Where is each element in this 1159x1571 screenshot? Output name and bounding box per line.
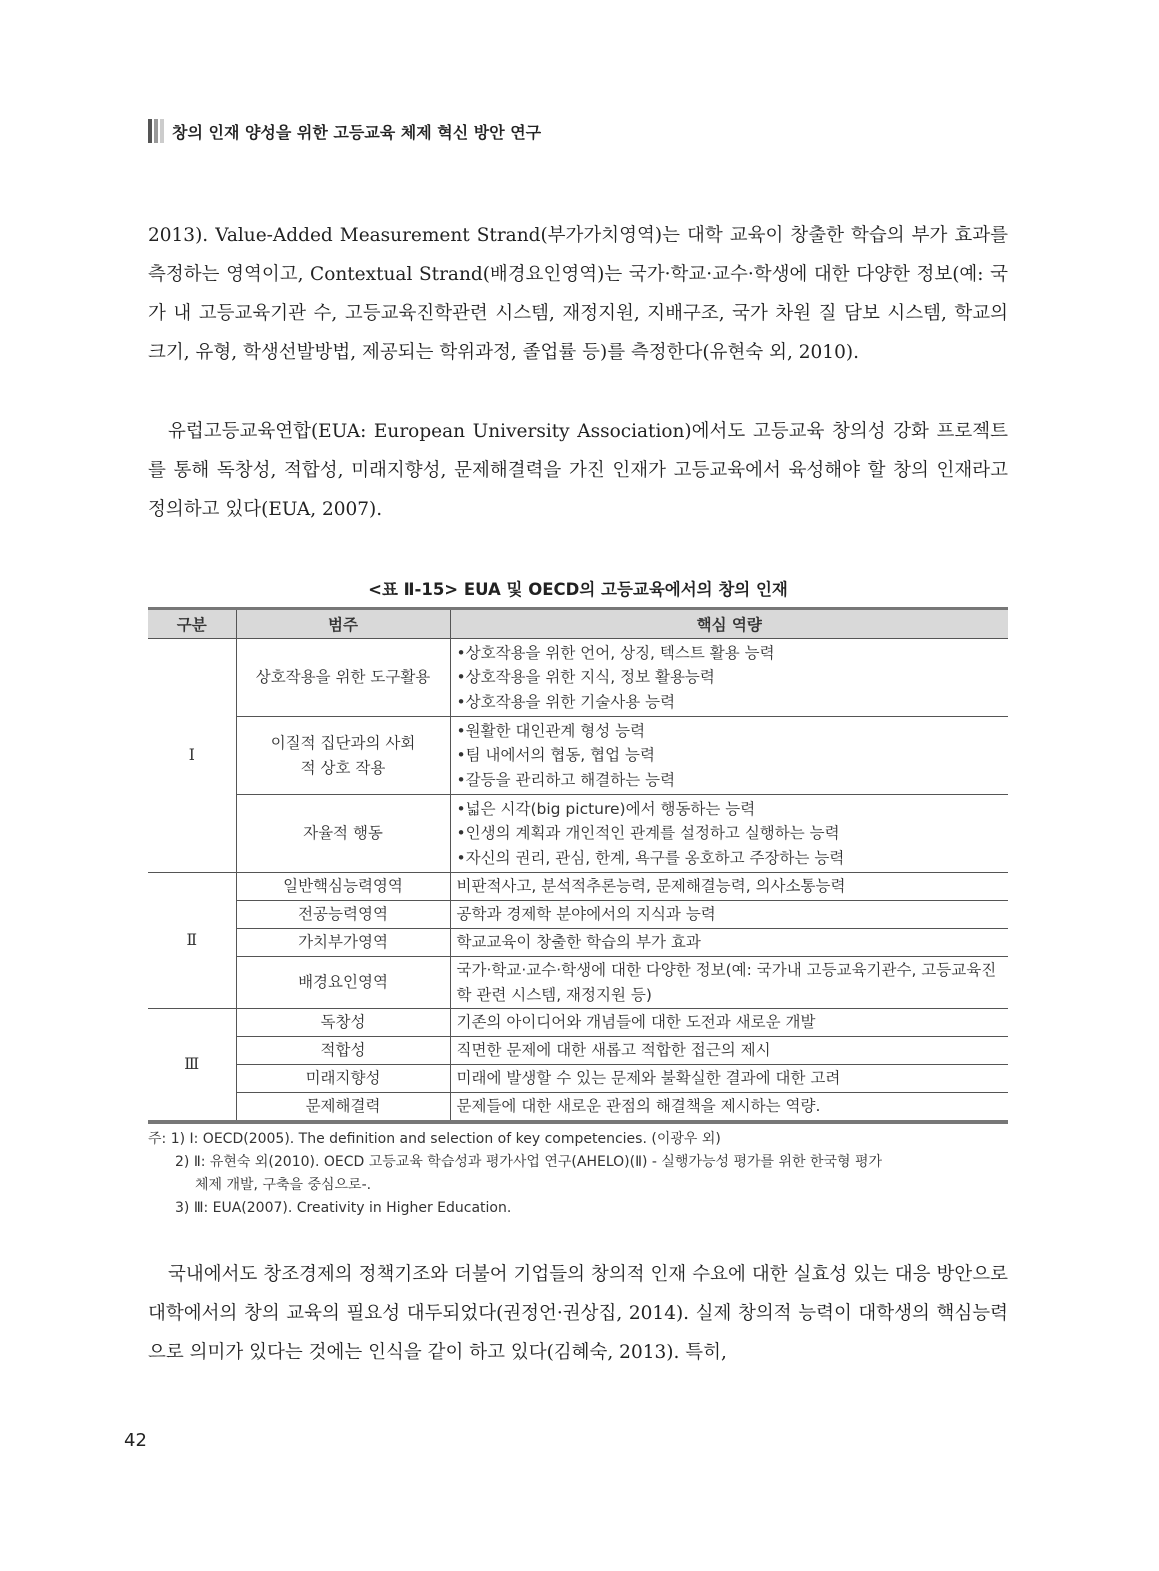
group-cell: Ⅰ bbox=[148, 639, 236, 873]
table-row bbox=[148, 717, 1008, 795]
table-row bbox=[148, 1093, 1008, 1123]
competency-item: 문제들에 대한 새로운 관점의 해결책을 제시하는 역량. bbox=[456, 1097, 821, 1116]
competency-item: •갈등을 관리하고 해결하는 능력 bbox=[456, 770, 676, 789]
table-caption: <표 Ⅱ-15> EUA 및 OECD의 고등교육에서의 창의 인재 bbox=[368, 580, 788, 599]
category-cell: 배경요인영역 bbox=[236, 957, 450, 1009]
category-cell: 독창성 bbox=[236, 1009, 450, 1037]
group-cell: Ⅲ bbox=[148, 1009, 236, 1123]
competency-cell bbox=[450, 639, 1008, 717]
column-header: 핵심 역량 bbox=[450, 609, 1008, 639]
body-paragraph: 2013). Value-Added Measurement Strand(부가가치영역)는 대학 교육이 창출한 학습의 부가 효과를 측정하는 영역이고, Contextual Strand(배경요인영역)는 국가·학교·교수·학생에 대한 다양한 정보(예: 국가 내 고등교육기관 수, 고등교육진학관련 시스템, 재정지원, 지배구조, 국가 차원 질 담보 시스템, 학교의 크기, 유형, 학생선발방법, 제공되는 학위과정, 졸업률 등)를 측정한다(유현숙 외, 2010). bbox=[148, 225, 1008, 363]
competency-item: •자신의 권리, 관심, 한계, 욕구를 옹호하고 주장하는 능력 bbox=[456, 848, 845, 867]
table-row bbox=[148, 639, 1008, 717]
category-cell: 상호작용을 위한 도구활용 bbox=[236, 639, 450, 717]
table-row bbox=[148, 901, 1008, 929]
body-paragraph: 국내에서도 창조경제의 정책기조와 더불어 기업들의 창의적 인재 수요에 대한 실효성 있는 대응 방안으로 대학에서의 창의 교육의 필요성 대두되었다(권정언·권상집, 2014). 실제 창의적 능력이 대학생의 핵심능력으로 의미가 있다는 것에는 인식을 같이 하고 있다(김혜숙, 2013). 특히, bbox=[148, 1264, 1008, 1363]
competency-cell bbox=[450, 717, 1008, 795]
competency-item: 국가·학교·교수·학생에 대한 다양한 정보(예: 국가내 고등교육기관수, 고등교육진학 관련 시스템, 재정지원 등) bbox=[456, 961, 997, 1004]
competency-item: •넓은 시각(big picture)에서 행동하는 능력 bbox=[456, 799, 756, 818]
competency-item: 비판적사고, 분석적추론능력, 문제해결능력, 의사소통능력 bbox=[456, 877, 846, 896]
competency-item: 학교교육이 창출한 학습의 부가 효과 bbox=[456, 933, 701, 952]
competency-cell bbox=[450, 1065, 1008, 1093]
competency-item: •상호작용을 위한 언어, 상징, 텍스트 활용 능력 bbox=[456, 643, 775, 662]
table-row bbox=[148, 929, 1008, 957]
running-header bbox=[148, 118, 541, 144]
competency-item: 직면한 문제에 대한 새롭고 적합한 접근의 제시 bbox=[456, 1041, 771, 1060]
competency-table bbox=[148, 607, 1008, 1124]
competency-item: •인생의 계획과 개인적인 관계를 설정하고 실행하는 능력 bbox=[456, 824, 840, 843]
table-row bbox=[148, 1065, 1008, 1093]
table-row bbox=[148, 873, 1008, 901]
category-cell: 일반핵심능력영역 bbox=[236, 873, 450, 901]
category-cell: 이질적 집단과의 사회적 상호 작용 bbox=[236, 717, 450, 795]
column-header: 범주 bbox=[236, 609, 450, 639]
header-bars-icon bbox=[148, 119, 164, 143]
note: 체제 개발, 구축을 중심으로-. bbox=[195, 1177, 372, 1193]
category-cell: 문제해결력 bbox=[236, 1093, 450, 1123]
note: 2) Ⅱ: 유현숙 외(2010). OECD 고등교육 학습성과 평가사업 연구(AHELO)(Ⅱ) - 실행가능성 평가를 위한 한국형 평가 bbox=[175, 1154, 883, 1170]
competency-item: •원활한 대인관계 형성 능력 bbox=[456, 721, 646, 740]
category-cell: 전공능력영역 bbox=[236, 901, 450, 929]
table-row bbox=[148, 1009, 1008, 1037]
table-notes bbox=[148, 1128, 1018, 1220]
competency-item: 공학과 경제학 분야에서의 지식과 능력 bbox=[456, 905, 716, 924]
column-header: 구분 bbox=[148, 609, 236, 639]
competency-cell bbox=[450, 795, 1008, 873]
competency-cell bbox=[450, 873, 1008, 901]
competency-item: •상호작용을 위한 지식, 정보 활용능력 bbox=[456, 668, 715, 687]
group-cell: Ⅱ bbox=[148, 873, 236, 1009]
competency-item: •상호작용을 위한 기술사용 능력 bbox=[456, 692, 676, 711]
table-row bbox=[148, 795, 1008, 873]
table-row bbox=[148, 957, 1008, 1009]
competency-item: 미래에 발생할 수 있는 문제와 불확실한 결과에 대한 고려 bbox=[456, 1069, 841, 1088]
category-cell: 미래지향성 bbox=[236, 1065, 450, 1093]
competency-cell bbox=[450, 1037, 1008, 1065]
running-header-title: 창의 인재 양성을 위한 고등교육 체제 혁신 방안 연구 bbox=[172, 122, 542, 142]
competency-cell bbox=[450, 1093, 1008, 1123]
category-cell: 자율적 행동 bbox=[236, 795, 450, 873]
category-cell: 적합성 bbox=[236, 1037, 450, 1065]
competency-cell bbox=[450, 901, 1008, 929]
table-header-row bbox=[148, 609, 1008, 639]
table-row bbox=[148, 1037, 1008, 1065]
note: 3) Ⅲ: EUA(2007). Creativity in Higher Education. bbox=[175, 1200, 512, 1216]
body-paragraph: 유럽고등교육연합(EUA: European University Association)에서도 고등교육 창의성 강화 프로젝트를 통해 독창성, 적합성, 미래지향성, 문제해결력을 가진 인재가 고등교육에서 육성해야 할 창의 인재라고 정의하고 있다(EUA, 2007). bbox=[148, 421, 1008, 520]
competency-item: •팀 내에서의 협동, 협업 능력 bbox=[456, 746, 655, 765]
competency-cell bbox=[450, 929, 1008, 957]
competency-item: 기존의 아이디어와 개념들에 대한 도전과 새로운 개발 bbox=[456, 1013, 816, 1032]
note: 주: 1) Ⅰ: OECD(2005). The definition and selection of key competencies. (이광우 외) bbox=[148, 1131, 721, 1147]
category-cell: 가치부가영역 bbox=[236, 929, 450, 957]
competency-cell bbox=[450, 957, 1008, 1009]
page-number: 42 bbox=[124, 1430, 147, 1451]
competency-cell bbox=[450, 1009, 1008, 1037]
